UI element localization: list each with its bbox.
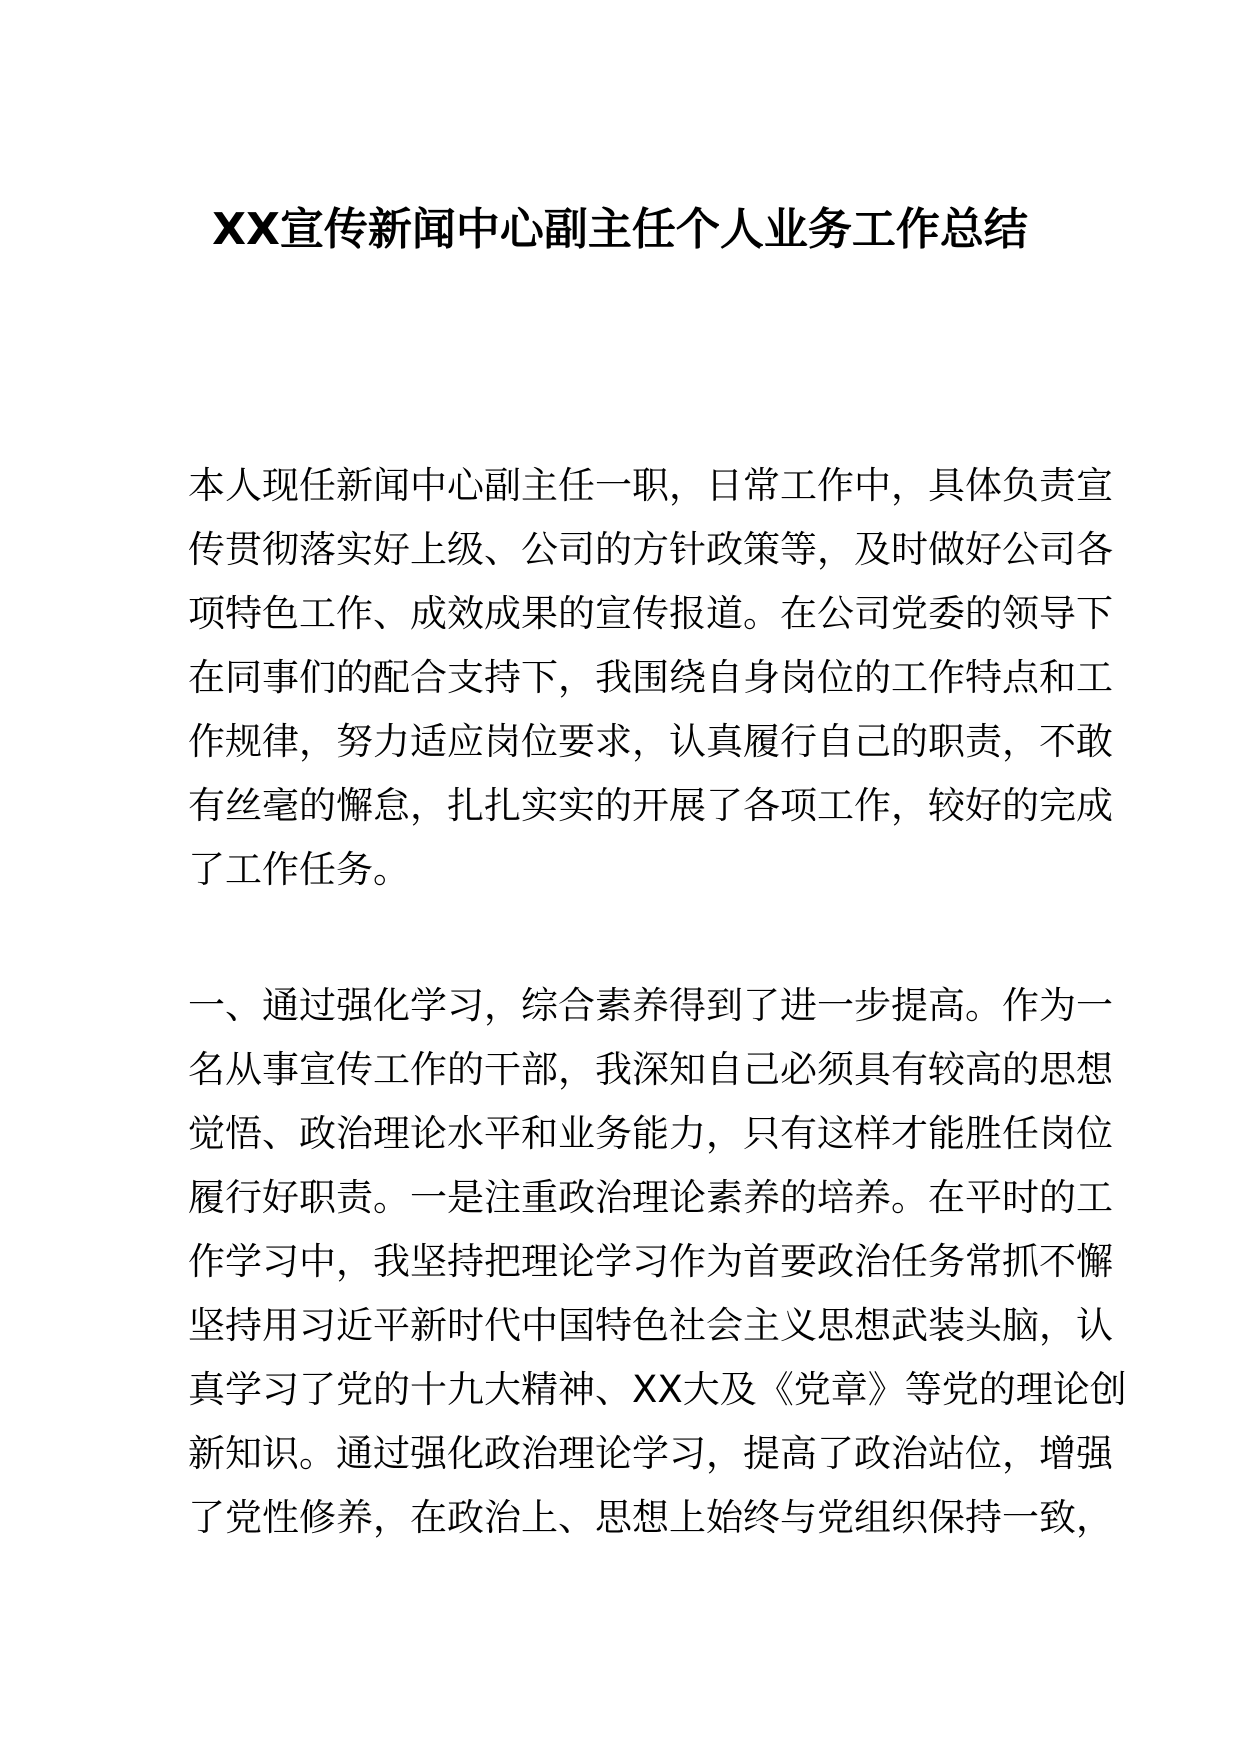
text-line: 传贯彻落实好上级、公司的方针政策等，及时做好公司各 [188,528,1113,571]
text-line: 真学习了党的十九大精神、XX大及《党章》等党的理论创 [188,1368,1127,1411]
text-line: 坚持用习近平新时代中国特色社会主义思想武装头脑，认 [188,1304,1113,1347]
paragraph-section-one [188,974,1127,1550]
text-line: 名从事宣传工作的干部，我深知自己必须具有较高的思想 [188,1048,1113,1091]
text-line: 作规律，努力适应岗位要求，认真履行自己的职责，不敢 [188,720,1113,763]
text-line: 在同事们的配合支持下，我围绕自身岗位的工作特点和工 [188,656,1113,699]
text-line: 履行好职责。一是注重政治理论素养的培养。在平时的工 [188,1176,1113,1219]
text-line: 觉悟、政治理论水平和业务能力，只有这样才能胜任岗位 [188,1112,1113,1155]
text-line: 有丝毫的懈怠，扎扎实实的开展了各项工作，较好的完成 [188,784,1113,827]
text-line: 项特色工作、成效成果的宣传报道。在公司党委的领导下 [188,592,1113,635]
text-line: 新知识。通过强化政治理论学习，提高了政治站位，增强 [188,1432,1113,1475]
paragraph-intro [188,454,1113,902]
text-line: 一、通过强化学习，综合素养得到了进一步提高。作为一 [188,984,1113,1027]
text-line: 本人现任新闻中心副主任一职，日常工作中，具体负责宣 [188,464,1113,507]
document-title: XX宣传新闻中心副主任个人业务工作总结 [212,204,1028,255]
text-line: 了党性修养，在政治上、思想上始终与党组织保持一致， [188,1496,1113,1539]
text-line: 作学习中，我坚持把理论学习作为首要政治任务常抓不懈 [188,1240,1113,1283]
text-line: 了工作任务。 [188,848,410,891]
